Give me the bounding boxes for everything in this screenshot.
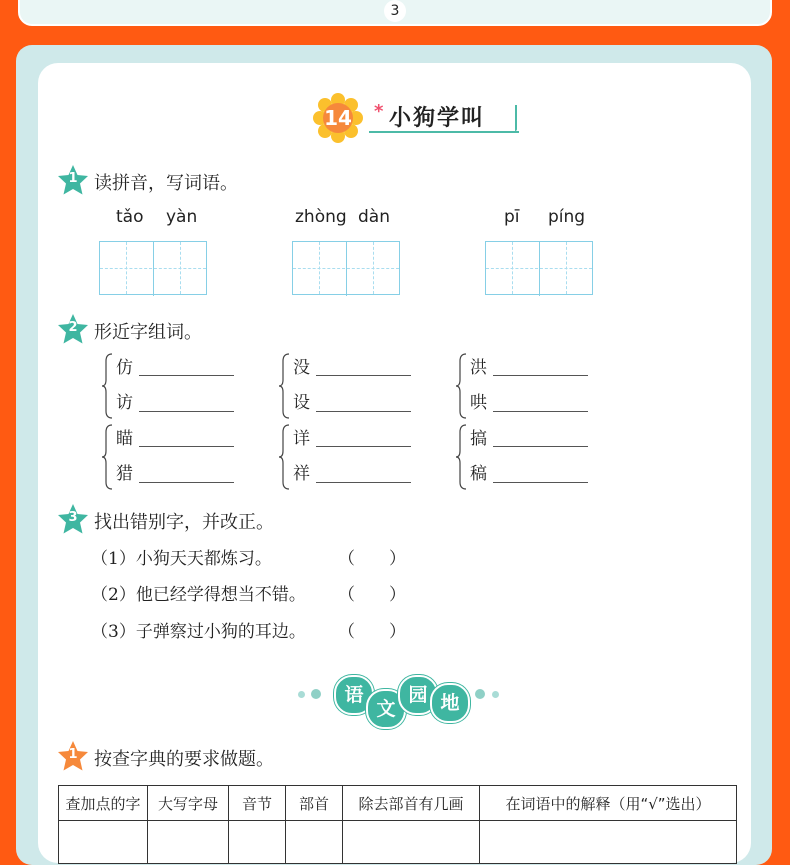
garden-section-1-heading: 按查字典的要求做题。 (94, 749, 274, 770)
answer-line[interactable] (139, 411, 234, 412)
brace-icon (278, 353, 290, 419)
lesson-title-block (313, 93, 543, 153)
table-cell[interactable] (480, 821, 737, 864)
page-number: 3 (384, 0, 406, 22)
brace-icon (455, 424, 467, 490)
pinyin-2a: zhòng (295, 207, 347, 227)
lesson-title: 小狗学叫 (389, 105, 486, 131)
section-1-number: 1 (68, 171, 78, 186)
writing-grid-2[interactable] (292, 241, 400, 295)
question-2: （2）他已经学得想当不错。 (91, 585, 306, 605)
section-3-heading: 找出错别字，并改正。 (94, 512, 274, 533)
decor-dot (298, 691, 305, 698)
pinyin-2b: dàn (358, 207, 390, 227)
word-char: 稿 (470, 464, 487, 484)
grid-cell (100, 242, 154, 296)
pinyin-3b: píng (548, 207, 586, 227)
section-1-heading: 读拼音，写词语。 (94, 173, 238, 194)
table-header: 大写字母 (148, 786, 229, 821)
word-char: 没 (293, 358, 310, 378)
title-underline-hook (515, 105, 517, 131)
dictionary-table (58, 785, 737, 864)
grid-guide (512, 242, 513, 294)
answer-line[interactable] (493, 375, 588, 376)
decor-dot (311, 689, 321, 699)
section-2-heading: 形近字组词。 (94, 322, 202, 343)
brace-icon (101, 353, 113, 419)
decor-dot (492, 691, 499, 698)
grid-guide (566, 242, 567, 294)
answer-line[interactable] (493, 411, 588, 412)
lesson-number: 14 (324, 106, 352, 130)
answer-line[interactable] (139, 446, 234, 447)
writing-grid-3[interactable] (485, 241, 593, 295)
grid-guide (373, 242, 374, 294)
table-header: 除去部首有几画 (343, 786, 480, 821)
table-cell[interactable] (148, 821, 229, 864)
answer-line[interactable] (139, 482, 234, 483)
table-header: 音节 (229, 786, 286, 821)
table-header: 在词语中的解释（用“√”选出） (480, 786, 737, 821)
grid-guide (126, 242, 127, 294)
table-row (59, 821, 737, 864)
garden-char-2: 文 (366, 689, 406, 729)
garden-section-1-number: 1 (68, 747, 78, 762)
word-char: 详 (293, 429, 310, 449)
answer-line[interactable] (316, 482, 411, 483)
word-char: 访 (116, 393, 133, 413)
grid-guide (486, 268, 592, 269)
word-char: 瞄 (116, 429, 133, 449)
table-cell[interactable] (229, 821, 286, 864)
word-char: 祥 (293, 464, 310, 484)
chinese-garden-banner (294, 670, 514, 728)
word-char: 哄 (470, 393, 487, 413)
answer-line[interactable] (316, 446, 411, 447)
answer-line[interactable] (139, 375, 234, 376)
table-cell[interactable] (343, 821, 480, 864)
section-3-number: 3 (68, 510, 78, 525)
word-char: 设 (293, 393, 310, 413)
answer-line[interactable] (493, 482, 588, 483)
decor-dot (475, 689, 485, 699)
table-header: 查加点的字 (59, 786, 148, 821)
question-3: （3）子弹察过小狗的耳边。 (91, 622, 306, 642)
worksheet-paper (38, 63, 751, 863)
table-header: 部首 (286, 786, 343, 821)
lesson-star: * (374, 101, 384, 122)
previous-page-card (18, 0, 772, 26)
grid-guide (293, 268, 399, 269)
garden-char-1: 语 (334, 675, 374, 715)
garden-char-3: 园 (398, 675, 438, 715)
grid-cell (486, 242, 540, 296)
answer-line[interactable] (316, 411, 411, 412)
brace-icon (455, 353, 467, 419)
grid-guide (180, 242, 181, 294)
table-header-row (59, 786, 737, 821)
word-char: 洪 (470, 358, 487, 378)
brace-icon (278, 424, 290, 490)
grid-cell (293, 242, 347, 296)
answer-parentheses[interactable]: （ ） (338, 622, 406, 642)
table-cell (59, 821, 148, 864)
brace-icon (101, 424, 113, 490)
pinyin-3a: pī (504, 207, 520, 227)
garden-char-4: 地 (430, 683, 470, 723)
word-char: 仿 (116, 358, 133, 378)
grid-guide (100, 268, 206, 269)
writing-grid-1[interactable] (99, 241, 207, 295)
answer-line[interactable] (493, 446, 588, 447)
question-1: （1）小狗天天都炼习。 (91, 549, 272, 569)
pinyin-1b: yàn (166, 207, 198, 227)
pinyin-1a: tǎo (116, 207, 144, 227)
answer-parentheses[interactable]: （ ） (338, 585, 406, 605)
title-underline (369, 131, 519, 133)
grid-guide (319, 242, 320, 294)
word-char: 猎 (116, 464, 133, 484)
answer-parentheses[interactable]: （ ） (338, 549, 406, 569)
answer-line[interactable] (316, 375, 411, 376)
section-2-number: 2 (68, 320, 78, 335)
table-cell[interactable] (286, 821, 343, 864)
worksheet-card (16, 45, 772, 865)
word-char: 搞 (470, 429, 487, 449)
